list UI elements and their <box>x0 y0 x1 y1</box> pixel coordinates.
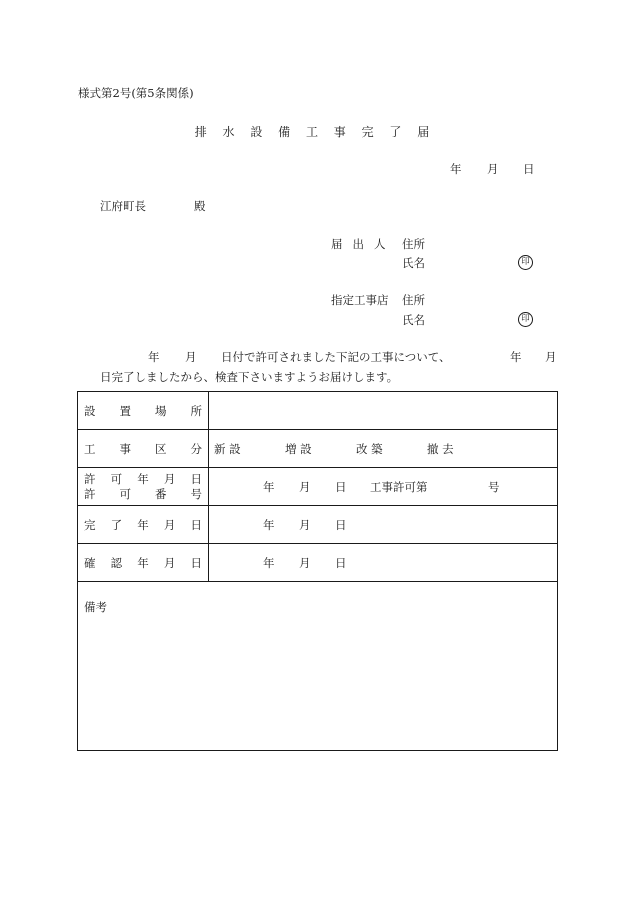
remarks-label: 備考 <box>84 600 107 614</box>
table-row-completion <box>78 506 558 544</box>
work-type-renovation[interactable]: 改 築 <box>356 441 383 456</box>
completion-day: 日 <box>335 517 347 532</box>
table-row-work-type <box>78 430 558 468</box>
permit-field[interactable] <box>209 468 558 506</box>
notifier-address-label: 住所 <box>402 237 425 251</box>
confirmation-day: 日 <box>335 555 347 570</box>
work-type-removal[interactable]: 撤 去 <box>427 441 454 456</box>
confirmation-year: 年 <box>263 555 275 570</box>
work-type-label: 工 事 区 分 <box>78 430 209 468</box>
permit-day: 日 <box>335 479 347 494</box>
notifier-seal-icon: 印 <box>518 255 533 270</box>
contractor-seal-icon: 印 <box>518 312 533 327</box>
permit-year: 年 <box>263 479 275 494</box>
body-text-line-1 <box>78 349 558 365</box>
confirmation-month: 月 <box>299 555 311 570</box>
contractor-label: 指定工事店 <box>331 293 389 307</box>
body-month-1: 月 <box>185 350 197 364</box>
form-number: 様式第2号(第5条関係) <box>78 86 194 100</box>
permit-month: 月 <box>299 479 311 494</box>
completion-month: 月 <box>299 517 311 532</box>
work-type-new[interactable]: 新 設 <box>214 441 241 456</box>
document-title: 排 水 設 備 工 事 完 了 届 <box>194 125 436 139</box>
completion-date-label: 完 了 年 月 日 <box>78 506 209 544</box>
location-field[interactable] <box>209 392 558 430</box>
confirmation-date-label: 確 認 年 月 日 <box>78 544 209 582</box>
date-year: 年 <box>450 162 462 176</box>
body-month-2: 月 <box>545 350 557 364</box>
completion-date-field[interactable] <box>209 506 558 544</box>
table-row-remarks <box>78 582 558 751</box>
confirmation-date-field[interactable] <box>209 544 558 582</box>
addressee-name: 江府町長 <box>100 199 146 213</box>
body-text-line-2: 日完了しましたから、検査下さいますようお届けします。 <box>100 370 399 384</box>
completion-year: 年 <box>263 517 275 532</box>
notifier-name-label: 氏名 <box>402 256 425 270</box>
permit-number-suffix: 号 <box>488 479 500 494</box>
addressee-suffix: 殿 <box>194 199 206 213</box>
date-month: 月 <box>487 162 499 176</box>
form-table <box>77 391 558 751</box>
contractor-name-label: 氏名 <box>402 313 425 327</box>
body-year-1: 年 <box>148 350 160 364</box>
remarks-field[interactable] <box>78 582 558 751</box>
body-year-2: 年 <box>510 350 522 364</box>
contractor-address-label: 住所 <box>402 293 425 307</box>
table-row-permit <box>78 468 558 506</box>
permit-number-prefix: 工事許可第 <box>370 479 428 494</box>
work-type-options <box>209 430 558 468</box>
table-row-confirmation <box>78 544 558 582</box>
body-text-1: 日付で許可されました下記の工事について、 <box>221 350 451 364</box>
table-row-location <box>78 392 558 430</box>
work-type-expansion[interactable]: 増 設 <box>285 441 312 456</box>
permit-label: 許 可 年 月 日 許 可 番 号 <box>78 468 209 506</box>
notifier-label: 届出人 <box>331 237 396 251</box>
date-day: 日 <box>523 162 535 176</box>
submission-date <box>450 161 535 177</box>
location-label: 設 置 場 所 <box>78 392 209 430</box>
addressee <box>100 198 206 214</box>
